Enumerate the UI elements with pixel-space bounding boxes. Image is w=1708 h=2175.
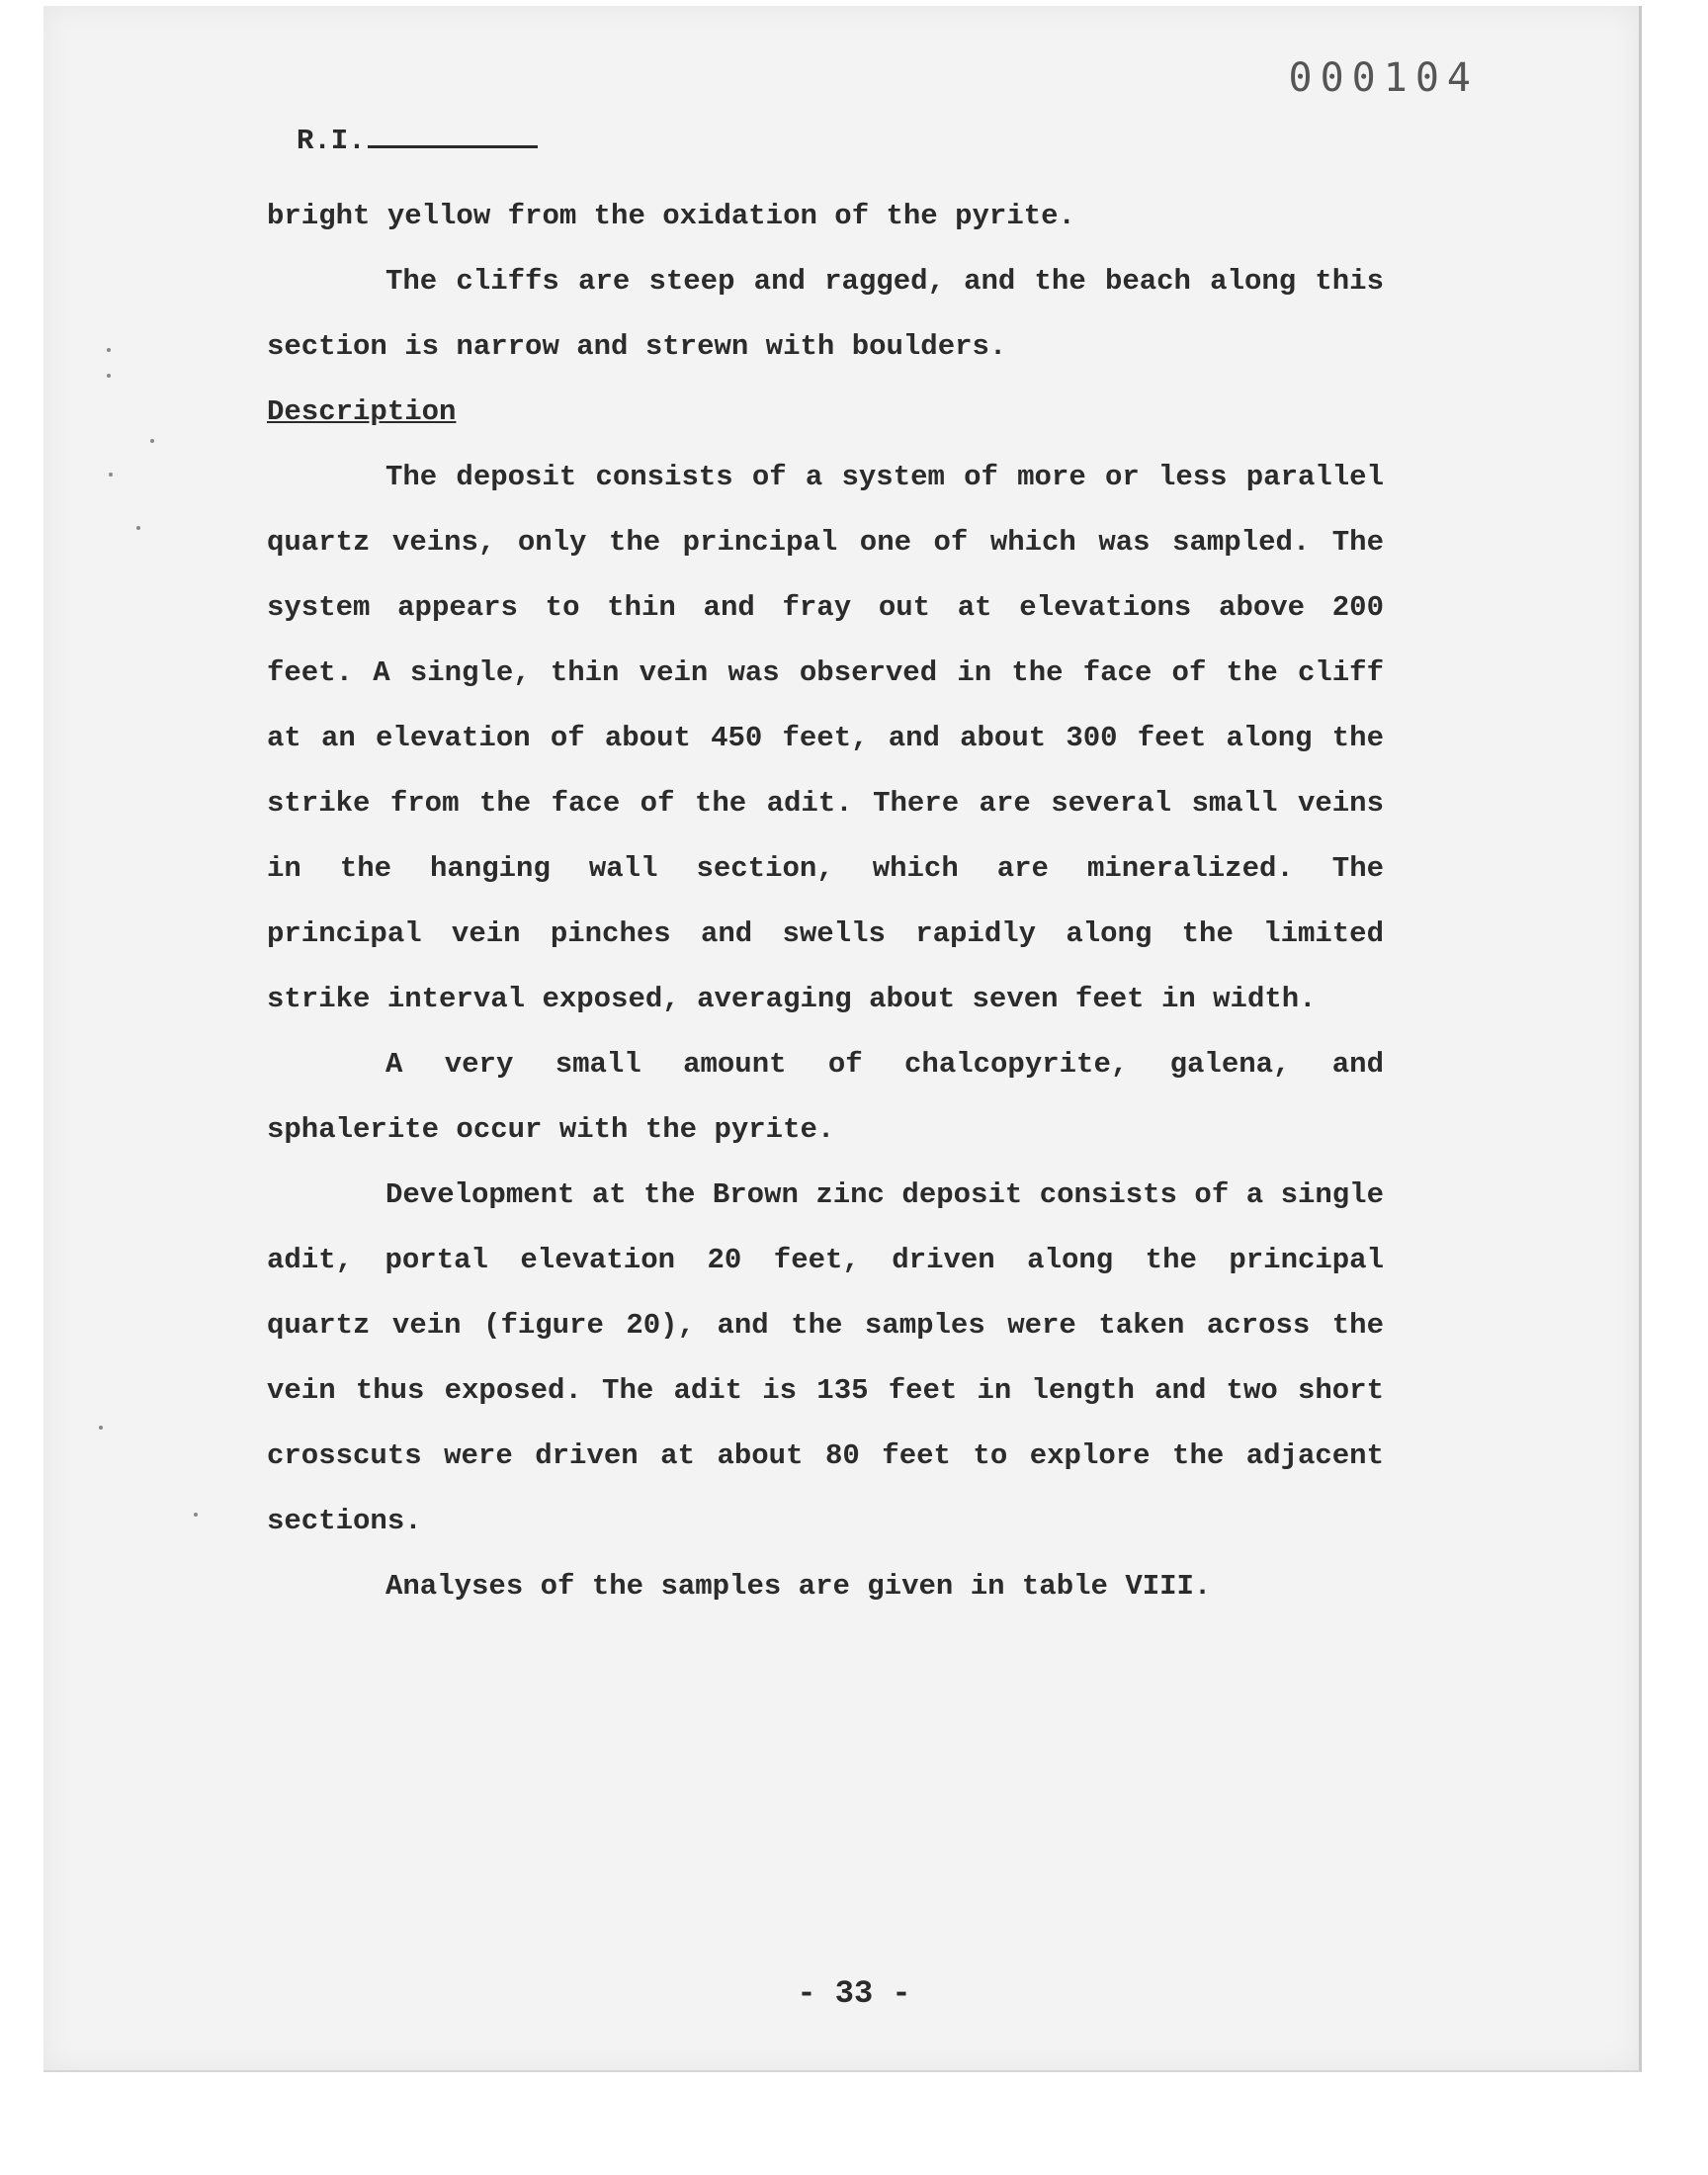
report-identifier [297,125,538,157]
paragraph-analyses: Analyses of the samples are given in table VIII. [385,1570,1212,1603]
paragraph-cliffs: The cliffs are steep and ragged, and the beach along this section is narrow and strewn with boulders. [267,265,1384,363]
paragraph-continuation: bright yellow from the oxidation of the pyrite. [267,200,1075,232]
page-number: - 33 - [797,1975,911,2012]
scan-speck [194,1513,198,1517]
scan-speck [107,348,111,352]
scan-speck [109,473,113,477]
paragraph-development: Development at the Brown zinc deposit consists of a single adit, portal elevation 20 feet, driven along the principal quartz vein (figure 20), and the samples were taken across the vein thus exposed. The adit is 135 feet in length and two short crosscuts were driven at about 80 feet to explore the adjacent sections. [267,1178,1384,1537]
report-identifier-label: R.I. [297,125,366,157]
paragraph-minerals: A very small amount of chalcopyrite, galena, and sphalerite occur with the pyrite. [267,1048,1384,1146]
section-heading-description: Description [267,395,457,428]
scan-speck [99,1426,103,1430]
document-id-stamp: 000104 [1288,55,1479,101]
paragraph-deposit: The deposit consists of a system of more or less parallel quartz veins, only the principal one of which was sampled. The system appears to thin and fray out at elevations above 200 feet. A single, thin vein was observed in the face of the cliff at an elevation of about 450 feet, and about 300 feet along the strike from the face of the adit. There are several small veins in the hanging wall section, which are mineralized. The principal vein pinches and swells rapidly along the limited strike interval exposed, averaging about seven feet in width. [267,461,1384,1015]
scan-speck [150,439,154,443]
report-identifier-blank [368,145,538,148]
scan-speck [136,526,140,530]
document-body [267,184,1384,1619]
scan-speck [107,374,111,378]
